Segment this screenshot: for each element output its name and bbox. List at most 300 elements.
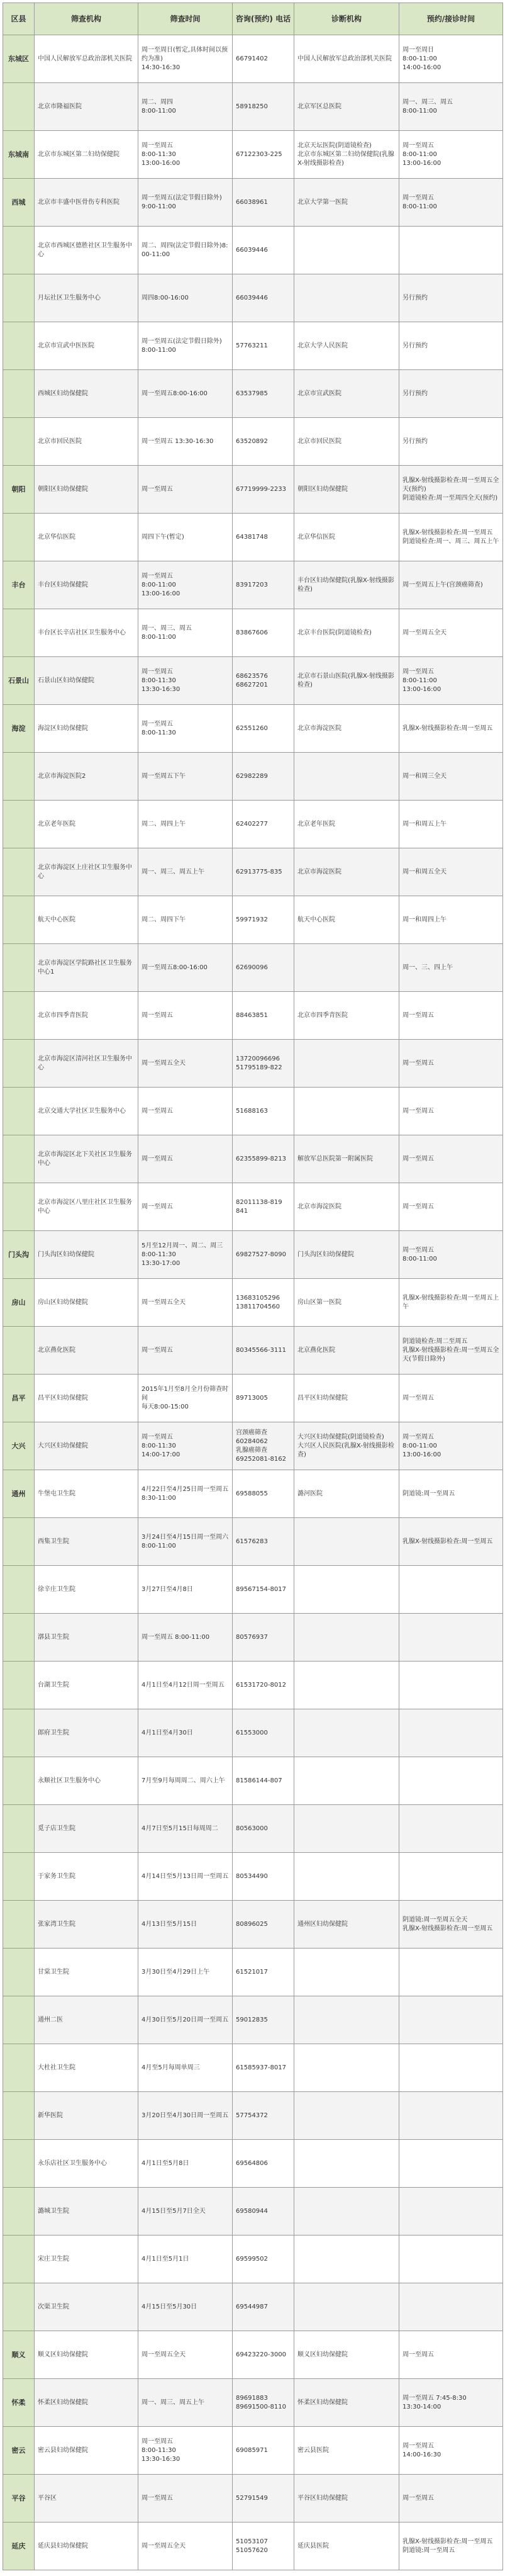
table-row — [3, 1135, 503, 1183]
cell-screening-institution: 北京市东城区第二妇幼保健院 — [35, 131, 138, 179]
cell-appointment-time — [399, 2236, 503, 2283]
table-row — [3, 2236, 503, 2283]
table-row — [3, 1040, 503, 1088]
cell-diagnosis-institution — [294, 1614, 399, 1662]
cell-diagnosis-institution: 北京大学人民医院 — [294, 322, 399, 370]
cell-diagnosis-institution — [294, 1949, 399, 1996]
cell-phone: 59971932 — [233, 896, 294, 944]
cell-diagnosis-institution: 解放军总医院第一附属医院 — [294, 1135, 399, 1183]
table-row — [3, 1996, 503, 2044]
cell-district — [3, 609, 35, 657]
cell-screening-time: 周一至周五8:00-16:00 — [138, 944, 233, 992]
cell-diagnosis-institution — [294, 1853, 399, 1901]
cell-appointment-time: 周一和周三全天 — [399, 753, 503, 801]
cell-screening-institution: 月坛社区卫生服务中心 — [35, 274, 138, 322]
cell-appointment-time — [399, 1662, 503, 1709]
cell-screening-time: 周一至周五 8:00-11:30 13:30-16:30 — [138, 657, 233, 705]
cell-phone: 63520892 — [233, 418, 294, 466]
cell-appointment-time: 周一和周五上午 — [399, 801, 503, 848]
cell-phone: 69580944 — [233, 2188, 294, 2236]
cell-screening-time: 周一、周三、周五上午 — [138, 2379, 233, 2427]
cell-appointment-time — [399, 1805, 503, 1853]
cell-screening-institution: 北京市隆福医院 — [35, 83, 138, 131]
cell-screening-time: 周一至周五(法定节假日除外) 9:00-11:00 — [138, 179, 233, 227]
cell-screening-institution: 北京燕化医院 — [35, 1327, 138, 1375]
cell-diagnosis-institution — [294, 227, 399, 274]
cell-appointment-time: 乳腺X-射线摄影检查:周一至周五上午 — [399, 1279, 503, 1327]
cell-district — [3, 83, 35, 131]
cell-appointment-time: 周一至周五 — [399, 2331, 503, 2379]
cell-screening-time: 3月27日至4月8日 — [138, 1566, 233, 1614]
table-row — [3, 705, 503, 753]
cell-screening-institution: 北京市回民医院 — [35, 418, 138, 466]
table-row — [3, 2140, 503, 2188]
cell-screening-institution: 大杜社卫生院 — [35, 2044, 138, 2092]
table-row — [3, 2427, 503, 2475]
cell-screening-institution: 朝阳区妇幼保健院 — [35, 466, 138, 514]
cell-diagnosis-institution: 北京老年医院 — [294, 801, 399, 848]
cell-screening-time: 周一至周五 8:00-11:00 13:00-16:00 — [138, 561, 233, 609]
cell-phone: 69544987 — [233, 2283, 294, 2331]
cell-appointment-time: 乳腺X-射线摄影检查:周一至周五 — [399, 1518, 503, 1566]
cell-district — [3, 514, 35, 561]
cell-screening-institution: 北京华信医院 — [35, 514, 138, 561]
cell-screening-time: 7月至9月每周周二、周六上午 — [138, 1757, 233, 1805]
cell-diagnosis-institution: 航天中心医院 — [294, 896, 399, 944]
table-row — [3, 1422, 503, 1470]
cell-district — [3, 944, 35, 992]
cell-district: 东城区 — [3, 35, 35, 83]
cell-district — [3, 1518, 35, 1566]
cell-phone: 67719999-2233 — [233, 466, 294, 514]
cell-appointment-time: 周一至周五上午(宫颈癌筛查) — [399, 561, 503, 609]
cell-diagnosis-institution: 北京市海淀医院 — [294, 1183, 399, 1231]
table-row — [3, 83, 503, 131]
cell-district — [3, 2092, 35, 2140]
cell-screening-institution: 北京市四季青医院 — [35, 992, 138, 1040]
cell-district: 昌平 — [3, 1375, 35, 1422]
cell-diagnosis-institution: 北京市石景山医院(乳腺X-射线摄影检查) — [294, 657, 399, 705]
cell-appointment-time: 周一至周五 — [399, 992, 503, 1040]
cell-diagnosis-institution: 北京大学第一医院 — [294, 179, 399, 227]
cell-district: 朝阳 — [3, 466, 35, 514]
cell-screening-time: 周一至周五 8:00-11:30 13:00-16:00 — [138, 131, 233, 179]
cell-phone: 80896025 — [233, 1901, 294, 1949]
table-row — [3, 514, 503, 561]
cell-screening-institution: 航天中心医院 — [35, 896, 138, 944]
header-phone: 咨询(预约) 电话 — [233, 3, 294, 35]
cell-district: 石景山 — [3, 657, 35, 705]
cell-appointment-time: 周一至周五 7:45-8:30 13:30-14:00 — [399, 2379, 503, 2427]
cell-diagnosis-institution — [294, 2236, 399, 2283]
table-row — [3, 227, 503, 274]
cell-phone: 80576937 — [233, 1614, 294, 1662]
cell-phone: 66039446 — [233, 274, 294, 322]
cell-district — [3, 322, 35, 370]
cell-screening-institution: 宋庄卫生院 — [35, 2236, 138, 2283]
cell-appointment-time: 周一至周五 8:00-11:00 13:00-16:00 — [399, 657, 503, 705]
table-body — [3, 35, 503, 2570]
cell-screening-institution: 北京交通大学社区卫生服务中心 — [35, 1088, 138, 1135]
table-row — [3, 2188, 503, 2236]
cell-appointment-time — [399, 1996, 503, 2044]
cell-appointment-time — [399, 2188, 503, 2236]
cell-appointment-time: 周一、周三、周五 8:00-11:00 — [399, 83, 503, 131]
cell-district — [3, 1709, 35, 1757]
cell-screening-time: 4月13日至5月15日 — [138, 1901, 233, 1949]
cell-district — [3, 1327, 35, 1375]
cell-district — [3, 2236, 35, 2283]
cell-diagnosis-institution — [294, 2283, 399, 2331]
cell-screening-institution: 中国人民解放军总政治部机关医院 — [35, 35, 138, 83]
table-row — [3, 1231, 503, 1279]
cell-diagnosis-institution: 北京市海淀医院 — [294, 705, 399, 753]
cell-screening-institution: 平谷区 — [35, 2475, 138, 2523]
cell-screening-institution: 门头沟区妇幼保健院 — [35, 1231, 138, 1279]
cell-screening-institution: 西集卫生院 — [35, 1518, 138, 1566]
cell-phone: 62913775-835 — [233, 848, 294, 896]
cell-district: 海淀 — [3, 705, 35, 753]
cell-phone: 66038961 — [233, 179, 294, 227]
cell-phone: 61521017 — [233, 1949, 294, 1996]
cell-screening-time: 4月1日至4月12日周一至周五 — [138, 1662, 233, 1709]
cell-screening-time: 周一至周五(法定节假日除外) 8:00-11:00 — [138, 322, 233, 370]
cell-district: 房山 — [3, 1279, 35, 1327]
cell-screening-institution: 石景山区妇幼保健院 — [35, 657, 138, 705]
cell-phone: 89567154-8017 — [233, 1566, 294, 1614]
cell-diagnosis-institution: 大兴区妇幼保健院(阴道镜检查) 大兴区人民医院(乳腺X-射线摄影检查) — [294, 1422, 399, 1470]
cell-phone: 66039446 — [233, 227, 294, 274]
cell-district — [3, 1662, 35, 1709]
cell-diagnosis-institution: 北京市海淀医院 — [294, 848, 399, 896]
table-row — [3, 1088, 503, 1135]
cell-district — [3, 753, 35, 801]
table-row — [3, 848, 503, 896]
cell-screening-institution: 漷县卫生院 — [35, 1614, 138, 1662]
cell-phone: 63537985 — [233, 370, 294, 418]
cell-appointment-time: 周一至周五 — [399, 1183, 503, 1231]
cell-diagnosis-institution: 中国人民解放军总政治部机关医院 — [294, 35, 399, 83]
cell-phone: 69423220-3000 — [233, 2331, 294, 2379]
cell-district — [3, 896, 35, 944]
cell-district: 西城 — [3, 179, 35, 227]
cell-phone: 61531720-8012 — [233, 1662, 294, 1709]
cell-phone: 59012835 — [233, 1996, 294, 2044]
cell-district: 怀柔 — [3, 2379, 35, 2427]
cell-screening-institution: 海淀区妇幼保健院 — [35, 705, 138, 753]
cell-screening-time: 4月1日至4月30日 — [138, 1709, 233, 1757]
cell-diagnosis-institution: 北京华信医院 — [294, 514, 399, 561]
table-row — [3, 1375, 503, 1422]
cell-district — [3, 801, 35, 848]
cell-diagnosis-institution — [294, 1518, 399, 1566]
cell-appointment-time — [399, 2044, 503, 2092]
cell-screening-time: 4月7日至5月15日每周周二 — [138, 1805, 233, 1853]
cell-diagnosis-institution — [294, 753, 399, 801]
cell-district — [3, 418, 35, 466]
cell-screening-time: 周一至周五下午 — [138, 753, 233, 801]
table-row — [3, 1614, 503, 1662]
cell-diagnosis-institution: 北京市四季青医院 — [294, 992, 399, 1040]
cell-appointment-time: 周一至周日 8:00-11:00 14:00-16:00 — [399, 35, 503, 83]
cell-phone: 51688163 — [233, 1088, 294, 1135]
cell-phone: 62982289 — [233, 753, 294, 801]
cell-diagnosis-institution: 密云县医院 — [294, 2427, 399, 2475]
cell-district — [3, 1040, 35, 1088]
cell-screening-institution: 永乐店社区卫生服务中心 — [35, 2140, 138, 2188]
cell-screening-institution: 永顺社区卫生服务中心 — [35, 1757, 138, 1805]
cell-phone: 13683105296 13811704560 — [233, 1279, 294, 1327]
cell-screening-time: 周一至周五全天 — [138, 1040, 233, 1088]
cell-appointment-time — [399, 1949, 503, 1996]
cell-screening-institution: 新华医院 — [35, 2092, 138, 2140]
cell-appointment-time: 阴道镜:周一至周五 — [399, 1470, 503, 1518]
cell-diagnosis-institution: 北京天坛医院(阴道镜检查) 北京市东城区第二妇幼保健院(乳腺X-射线摄影检查) — [294, 131, 399, 179]
table-row — [3, 2475, 503, 2523]
cell-screening-time: 周一至周五 13:30-16:30 — [138, 418, 233, 466]
cell-screening-institution: 怀柔区妇幼保健院 — [35, 2379, 138, 2427]
cell-phone: 61576283 — [233, 1518, 294, 1566]
cell-screening-institution: 牛堡屯卫生院 — [35, 1470, 138, 1518]
cell-district — [3, 1183, 35, 1231]
cell-diagnosis-institution: 北京市回民医院 — [294, 418, 399, 466]
cell-appointment-time — [399, 1566, 503, 1614]
cell-screening-institution: 甘棠卫生院 — [35, 1949, 138, 1996]
cell-diagnosis-institution — [294, 1088, 399, 1135]
cell-appointment-time: 阴道镜:周一至周五全天 乳腺X-射线摄影检查:周一至周五 — [399, 1901, 503, 1949]
header-district: 区县 — [3, 3, 35, 35]
cell-screening-time: 周一、周三、周五 8:00-11:00 — [138, 609, 233, 657]
table-row — [3, 418, 503, 466]
cell-screening-time: 周一至周五全天 — [138, 1279, 233, 1327]
table-row — [3, 657, 503, 705]
cell-district — [3, 1135, 35, 1183]
cell-screening-institution: 北京市海淀区北下关社区卫生服务中心 — [35, 1135, 138, 1183]
cell-appointment-time: 周一至周五 — [399, 2475, 503, 2523]
cell-appointment-time — [399, 2092, 503, 2140]
cell-phone: 61585937-8017 — [233, 2044, 294, 2092]
cell-district: 东城南 — [3, 131, 35, 179]
cell-screening-time: 周一至周五 — [138, 1088, 233, 1135]
cell-screening-time: 5月至12月周一、周二、周三 8:00-11:30 13:30-17:00 — [138, 1231, 233, 1279]
cell-phone: 89713005 — [233, 1375, 294, 1422]
cell-phone: 57763211 — [233, 322, 294, 370]
cell-screening-time: 周二、周四下午 — [138, 896, 233, 944]
cell-phone: 69599502 — [233, 2236, 294, 2283]
cell-diagnosis-institution — [294, 2044, 399, 2092]
table-row — [3, 35, 503, 83]
cell-diagnosis-institution — [294, 1662, 399, 1709]
cell-appointment-time — [399, 2140, 503, 2188]
table-row — [3, 561, 503, 609]
cell-phone: 66791402 — [233, 35, 294, 83]
header-row — [3, 3, 503, 35]
cell-phone: 69827527-8090 — [233, 1231, 294, 1279]
cell-diagnosis-institution — [294, 1757, 399, 1805]
cell-district: 门头沟 — [3, 1231, 35, 1279]
table-row — [3, 753, 503, 801]
cell-phone: 80345566-3111 — [233, 1327, 294, 1375]
cell-district — [3, 370, 35, 418]
header-appointment-time: 预约/接诊时间 — [399, 3, 503, 35]
table-row — [3, 992, 503, 1040]
cell-screening-time: 周二、周四 8:00-11:00 — [138, 83, 233, 131]
table-row — [3, 2523, 503, 2570]
cell-diagnosis-institution: 通州区妇幼保健院 — [294, 1901, 399, 1949]
cell-screening-institution: 北京市西城区德胜社区卫生服务中心 — [35, 227, 138, 274]
cell-appointment-time: 另行预约 — [399, 274, 503, 322]
cell-appointment-time: 周一至周五全天 — [399, 609, 503, 657]
cell-district: 平谷 — [3, 2475, 35, 2523]
cell-phone: 69588055 — [233, 1470, 294, 1518]
cell-diagnosis-institution: 房山区第一医院 — [294, 1279, 399, 1327]
cell-phone: 62551260 — [233, 705, 294, 753]
cell-district — [3, 1805, 35, 1853]
cell-screening-institution: 次渠卫生院 — [35, 2283, 138, 2331]
table-row — [3, 1662, 503, 1709]
table-row — [3, 801, 503, 848]
cell-district — [3, 1757, 35, 1805]
cell-screening-time: 周四8:00-16:00 — [138, 274, 233, 322]
cell-district: 密云 — [3, 2427, 35, 2475]
cell-screening-time: 4月15日至5月7日全天 — [138, 2188, 233, 2236]
header-screening-time: 筛查时间 — [138, 3, 233, 35]
cell-screening-institution: 丰台区妇幼保健院 — [35, 561, 138, 609]
cell-diagnosis-institution: 昌平区妇幼保健院 — [294, 1375, 399, 1422]
cell-appointment-time — [399, 227, 503, 274]
cell-screening-time: 周一至周五 — [138, 2475, 233, 2523]
cell-phone: 宫颈癌筛查 60284062 乳腺癌筛查 69252081-8162 — [233, 1422, 294, 1470]
cell-phone: 62402277 — [233, 801, 294, 848]
header-screening-institution: 筛查机构 — [35, 3, 138, 35]
cell-appointment-time: 乳腺X-射线摄影检查:周一至周五 — [399, 705, 503, 753]
cell-screening-institution: 觅子店卫生院 — [35, 1805, 138, 1853]
cell-district — [3, 1949, 35, 1996]
cell-screening-time: 周一至周五 — [138, 1327, 233, 1375]
cell-appointment-time — [399, 2283, 503, 2331]
cell-appointment-time — [399, 1853, 503, 1901]
cell-screening-time: 周一至周五全天 — [138, 2523, 233, 2570]
cell-phone: 62355899-8213 — [233, 1135, 294, 1183]
header-diagnosis-institution: 诊断机构 — [294, 3, 399, 35]
cell-district: 延庆 — [3, 2523, 35, 2570]
cell-screening-institution: 延庆县妇幼保健院 — [35, 2523, 138, 2570]
table-row — [3, 1805, 503, 1853]
cell-screening-institution: 徐辛庄卫生院 — [35, 1566, 138, 1614]
cell-screening-time: 4月30日至5月20日周一至周五 — [138, 1996, 233, 2044]
table-row — [3, 2092, 503, 2140]
table-row — [3, 179, 503, 227]
table-row — [3, 1566, 503, 1614]
cell-district — [3, 274, 35, 322]
cell-diagnosis-institution: 延庆县医院 — [294, 2523, 399, 2570]
table-row — [3, 2283, 503, 2331]
cell-phone: 51053107 51057620 — [233, 2523, 294, 2570]
cell-screening-time: 周二、周四上午 — [138, 801, 233, 848]
cell-appointment-time: 周一、三、四上午 — [399, 944, 503, 992]
table-row — [3, 1279, 503, 1327]
cell-screening-time: 2015年1月至8月全月份筛查时间 每天8:00-15:00 — [138, 1375, 233, 1422]
cell-diagnosis-institution — [294, 274, 399, 322]
cell-diagnosis-institution: 怀柔区妇幼保健院 — [294, 2379, 399, 2427]
cell-diagnosis-institution: 北京丰台医院(阴道镜检查) — [294, 609, 399, 657]
cell-district — [3, 227, 35, 274]
cell-phone: 68623576 68627201 — [233, 657, 294, 705]
cell-diagnosis-institution: 平谷区妇幼保健院 — [294, 2475, 399, 2523]
cell-district: 通州 — [3, 1470, 35, 1518]
cell-screening-time: 周一、周三、周五上午 — [138, 848, 233, 896]
cell-appointment-time: 另行预约 — [399, 322, 503, 370]
cell-appointment-time: 周一至周五 8:00-11:00 13:00-16:00 — [399, 131, 503, 179]
table-row — [3, 1853, 503, 1901]
cell-phone: 64381748 — [233, 514, 294, 561]
cell-diagnosis-institution: 门头沟区妇幼保健院 — [294, 1231, 399, 1279]
cell-screening-institution: 张家湾卫生院 — [35, 1901, 138, 1949]
cell-screening-time: 周一至周五 — [138, 1135, 233, 1183]
cell-appointment-time: 周一至周五 — [399, 1040, 503, 1088]
cell-screening-institution: 北京市海淀区学院路社区卫生服务中心1 — [35, 944, 138, 992]
cell-screening-time: 4月15日至5月30日 — [138, 2283, 233, 2331]
cell-diagnosis-institution — [294, 1805, 399, 1853]
cell-diagnosis-institution: 北京市宣武医院 — [294, 370, 399, 418]
cell-district — [3, 1996, 35, 2044]
table-row — [3, 1470, 503, 1518]
cell-district — [3, 2044, 35, 2092]
cell-screening-institution: 于家务卫生院 — [35, 1853, 138, 1901]
cell-screening-institution: 北京老年医院 — [35, 801, 138, 848]
cell-screening-institution: 西城区妇幼保健院 — [35, 370, 138, 418]
cell-screening-time: 周四下午(暂定) — [138, 514, 233, 561]
cell-screening-time: 4月14日至5月13日周一至周五 — [138, 1853, 233, 1901]
cell-diagnosis-institution — [294, 2092, 399, 2140]
cell-screening-institution: 北京市海淀区上庄社区卫生服务中心 — [35, 848, 138, 896]
cell-appointment-time: 另行预约 — [399, 418, 503, 466]
cell-appointment-time — [399, 1757, 503, 1805]
cell-screening-time: 4月1日至5月1日 — [138, 2236, 233, 2283]
cell-phone: 58918250 — [233, 83, 294, 131]
cell-phone: 83867606 — [233, 609, 294, 657]
cell-appointment-time: 周一至周五 — [399, 1088, 503, 1135]
cell-appointment-time: 周一至周五 8:00-11:00 — [399, 1231, 503, 1279]
cell-appointment-time: 周一至周五 8:00-11:00 — [399, 179, 503, 227]
cell-screening-time: 周一至周五 8:00-11:30 — [138, 705, 233, 753]
cell-screening-time: 4月1日至5月8日 — [138, 2140, 233, 2188]
cell-appointment-time: 周一至周五 — [399, 1135, 503, 1183]
cell-diagnosis-institution: 潞河医院 — [294, 1470, 399, 1518]
cell-phone: 80563000 — [233, 1805, 294, 1853]
cell-district — [3, 1901, 35, 1949]
cell-screening-institution: 北京市海淀医院2 — [35, 753, 138, 801]
cell-diagnosis-institution — [294, 1709, 399, 1757]
cell-screening-institution: 北京市丰盛中医骨伤专科医院 — [35, 179, 138, 227]
table-row — [3, 1709, 503, 1757]
cell-screening-time: 4月22日至4月25日周一至周五 8:30-11:00 — [138, 1470, 233, 1518]
cell-phone: 67122303-225 — [233, 131, 294, 179]
table-row — [3, 2331, 503, 2379]
table-row — [3, 1327, 503, 1375]
cell-screening-time: 3月24日至4月15日周一至周六8:00-11:00 — [138, 1518, 233, 1566]
table-row — [3, 896, 503, 944]
cell-phone: 80534490 — [233, 1853, 294, 1901]
table-row — [3, 1518, 503, 1566]
cell-phone: 61553000 — [233, 1709, 294, 1757]
cell-district — [3, 1614, 35, 1662]
cell-screening-time: 周一至周五 — [138, 466, 233, 514]
cell-phone: 62690096 — [233, 944, 294, 992]
cell-phone: 83917203 — [233, 561, 294, 609]
cell-appointment-time: 另行预约 — [399, 370, 503, 418]
table-row — [3, 1901, 503, 1949]
